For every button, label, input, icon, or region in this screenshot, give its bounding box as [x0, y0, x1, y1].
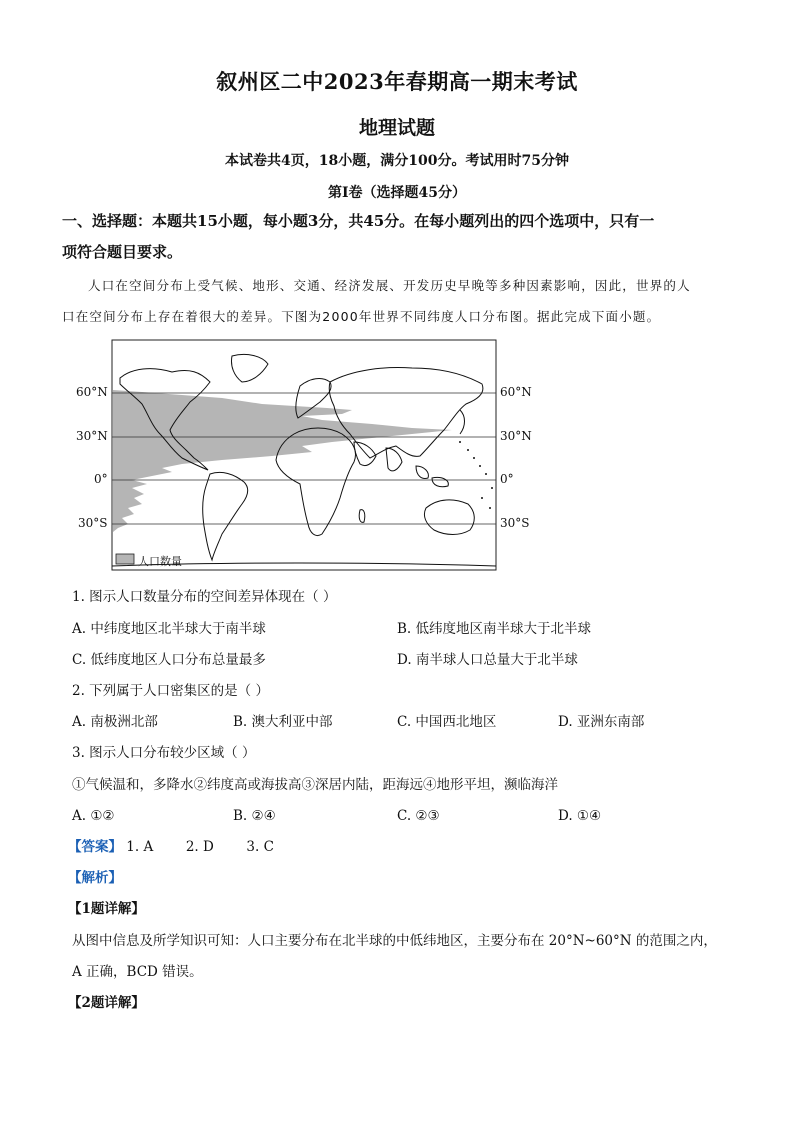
question-3-option-c: C. ②③ [397, 808, 440, 824]
question-2-option-b: B. 澳大利亚中部 [233, 714, 333, 730]
lat-label-left-60n: 60°N [76, 385, 108, 399]
question-1-option-a: A. 中纬度地区北半球大于南半球 [72, 621, 266, 637]
answer-value-3: 3. C [246, 839, 274, 855]
section-heading-line1: 一、选择题：本题共15小题，每小题3分，共45分。在每小题列出的四个选项中，只有一 [62, 212, 655, 230]
question-2-option-a: A. 南极洲北部 [72, 714, 158, 730]
subject-title: 地理试题 [358, 117, 435, 139]
question-3-option-d: D. ①④ [558, 808, 602, 824]
answer-value-2: 2. D [185, 839, 214, 855]
legend-swatch [116, 554, 134, 564]
question-3-option-b: B. ②④ [233, 808, 276, 824]
answer-row [68, 837, 274, 857]
intro-line2: 口在空间分布上存在着很大的差异。下图为2000年世界不同纬度人口分布图。据此完成下面小题。 [62, 309, 661, 324]
answer-label: 【答案】 [68, 839, 122, 855]
q1-detail-line2: A 正确，BCD 错误。 [72, 964, 203, 980]
population-latitude-map [72, 338, 542, 574]
lat-label-right-60n: 60°N [500, 385, 532, 399]
q2-detail-label: 【2题详解】 [68, 995, 145, 1011]
question-3-detail: ①气候温和，多降水②纬度高或海拔高③深居内陆，距海远④地形平坦，濒临海洋 [72, 777, 558, 793]
lat-label-left-30s: 30°S [78, 516, 108, 530]
section-heading-line2: 项符合题目要求。 [62, 243, 183, 261]
exam-info: 本试卷共4页，18小题，满分100分。考试用时75分钟 [225, 153, 569, 169]
page-title: 叙州区二中2023年春期高一期末考试 [216, 69, 578, 94]
question-1-stem: 1. 图示人口数量分布的空间差异体现在（ ） [72, 589, 337, 605]
question-2-option-c: C. 中国西北地区 [397, 714, 497, 730]
part-title: 第I卷（选择题45分） [327, 185, 467, 201]
intro-line1: 人口在空间分布上受气候、地形、交通、经济发展、开发历史早晚等多种因素影响，因此，世界的人 [88, 278, 691, 293]
lat-label-left-equator: 0° [94, 472, 108, 486]
question-3-option-a: A. ①② [72, 808, 115, 824]
question-2-stem: 2. 下列属于人口密集区的是（ ） [72, 683, 269, 699]
lat-label-right-30s: 30°S [500, 516, 530, 530]
question-2-option-d: D. 亚洲东南部 [558, 714, 645, 730]
answer-value-1: 1. A [126, 839, 154, 855]
question-1-option-d: D. 南半球人口总量大于北半球 [397, 652, 578, 668]
lat-label-left-30n: 30°N [76, 429, 108, 443]
lat-label-right-30n: 30°N [500, 429, 532, 443]
analysis-label: 【解析】 [68, 870, 122, 886]
q1-detail-line1: 从图中信息及所学知识可知：人口主要分布在北半球的中低纬地区，主要分布在 20°N~60°N 的范围之内， [72, 933, 717, 949]
question-3-stem: 3. 图示人口分布较少区域（ ） [72, 745, 256, 761]
legend-label: 人口数量 [138, 555, 182, 568]
question-1-option-b: B. 低纬度地区南半球大于北半球 [397, 621, 592, 637]
question-1-option-c: C. 低纬度地区人口分布总量最多 [72, 652, 266, 668]
q1-detail-label: 【1题详解】 [68, 901, 145, 917]
lat-label-right-equator: 0° [500, 472, 514, 486]
